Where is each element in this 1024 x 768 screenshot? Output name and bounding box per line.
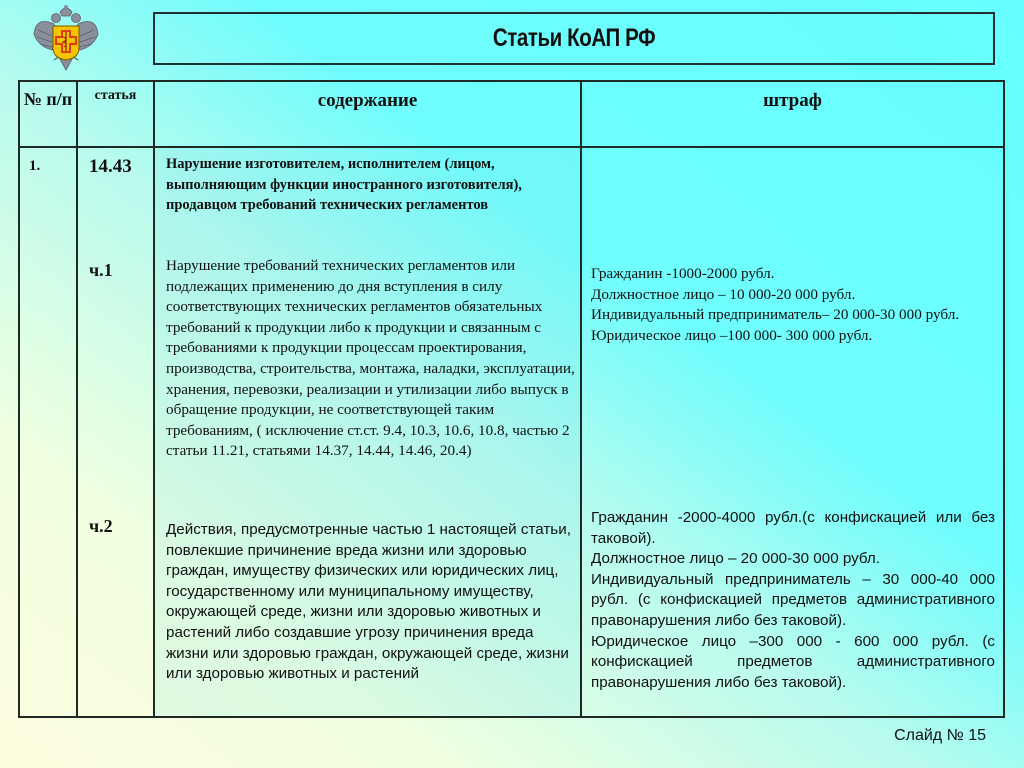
- header-article: статья: [77, 81, 154, 147]
- fine-cell: [581, 147, 1004, 717]
- slide-number: Слайд № 15: [894, 727, 986, 744]
- part-2-fines: [591, 508, 995, 693]
- row-number: 1.: [19, 147, 77, 717]
- table-row: [19, 147, 1004, 717]
- fine-legal-entity: Юридическое лицо –100 000- 300 000 рубл.: [591, 326, 873, 344]
- part-2-content: Действия, предусмотренные частью 1 настоящей статьи, повлекшие причинение вреда жизни или здоровью граждан, имуществу физических или юридических лиц, государственному или муниципальному имуществу, окружающей среде, жизни или здоровью животных и растений либо создавшие угрозу причинения вреда жизни или здоровью граждан, окружающей среде, жизни или здоровью животных и растений: [166, 521, 571, 683]
- fine-entrepreneur: Индивидуальный предприниматель – 30 000-40 000 рубл. (с конфискацией предметов административного правонарушения либо без таковой).: [591, 570, 995, 629]
- koap-articles-table: [18, 80, 1005, 718]
- table-header-row: [19, 81, 1004, 147]
- header-fine: штраф: [581, 81, 1004, 147]
- fine-citizen: Гражданин -1000-2000 рубл.: [591, 265, 775, 282]
- content-cell: [154, 147, 581, 717]
- article-number: 14.43: [89, 156, 132, 177]
- page-title: Статьи КоАП РФ: [492, 24, 656, 52]
- article-heading: Нарушение изготовителем, исполнителем (лицом, выполняющим функции иностранного изготовителя), продавцом требований технических регламентов: [166, 156, 522, 213]
- article-part-2-label: ч.2: [89, 516, 113, 536]
- fine-citizen: Гражданин -2000-4000 рубл.(с конфискацией или без таковой).: [591, 509, 995, 547]
- part-1-fines: [591, 264, 996, 346]
- fine-official: Должностное лицо – 10 000-20 000 рубл.: [591, 285, 856, 303]
- double-headed-eagle-emblem-icon: [32, 4, 100, 74]
- title-box: [153, 12, 995, 65]
- part-1-content: Нарушение требований технических регламентов или подлежащих применению до дня вступления в силу соответствующих технических регламентов обязательных требований к продукции либо к продукции и связанным с требованиями к продукции процессам проектирования, производства, строительства, монтажа, наладки, эксплуатации, хранения, перевозки, реализации и утилизации либо выпуск в обращение продукции, не соответствующей таким требованиям, ( исключение ст.ст. 9.4, 10.3, 10.6, 10.8, частью 2 статьи 11.21, статьями 14.37, 14.44, 14.46, 20.4): [166, 257, 575, 460]
- header-number: № п/п: [19, 81, 77, 147]
- header-content: содержание: [154, 81, 581, 147]
- fine-entrepreneur: Индивидуальный предприниматель– 20 000-30 000 рубл.: [591, 306, 960, 324]
- fine-legal-entity: Юридическое лицо –300 000 - 600 000 рубл. (с конфискацией предметов административного правонарушения либо без таковой).: [591, 632, 995, 691]
- fine-official: Должностное лицо – 20 000-30 000 рубл.: [591, 550, 880, 568]
- article-part-1-label: ч.1: [89, 260, 113, 280]
- article-cell: [77, 147, 154, 717]
